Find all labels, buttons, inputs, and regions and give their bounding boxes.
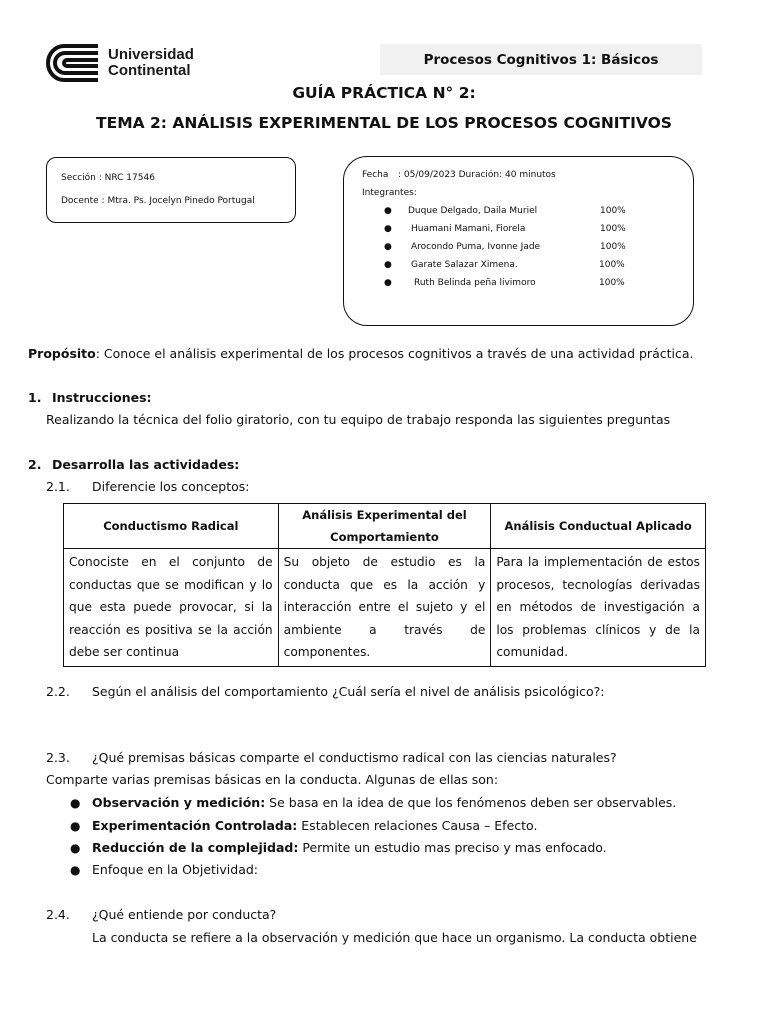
member-pct: 100% — [599, 260, 625, 270]
premise-text: Establecen relaciones Causa – Efecto. — [297, 818, 538, 833]
purpose-text: : Conoce el análisis experimental de los procesos cognitivos a través de una actividad práctica. — [95, 346, 694, 361]
table-header-row — [64, 504, 706, 549]
logo-line-1: Universidad — [108, 46, 194, 63]
section-info-box — [46, 157, 296, 223]
premise-text: Permite un estudio mas preciso y mas enfocado. — [298, 840, 607, 855]
premise-item — [70, 840, 750, 856]
premise-title: Observación y medición: — [92, 795, 266, 810]
question-2-2: Según el análisis del comportamiento ¿Cuál sería el nivel de análisis psicológico?: — [92, 684, 605, 699]
member-name: Ruth Belinda peña livimoro — [414, 278, 536, 288]
bullet-icon: ● — [384, 224, 392, 234]
purpose-label: Propósito — [28, 346, 96, 361]
logo-line-2: Continental — [108, 62, 191, 79]
member-pct: 100% — [600, 206, 626, 216]
bullet-icon: ● — [384, 206, 392, 216]
section-1-heading: Instrucciones: — [52, 390, 152, 405]
bullet-icon: ● — [384, 278, 392, 288]
table-header: Análisis Conductual Aplicado — [491, 504, 706, 549]
question-2-2-number: 2.2. — [46, 684, 70, 699]
member-name: Duque Delgado, Daila Muriel — [408, 206, 538, 216]
university-logo — [46, 42, 196, 84]
topic-title: TEMA 2: ANÁLISIS EXPERIMENTAL DE LOS PROCESOS COGNITIVOS — [96, 114, 672, 132]
bullet-icon: ● — [70, 841, 81, 855]
members-label: Integrantes: — [362, 188, 417, 198]
premise-item — [70, 862, 750, 878]
section-1-number: 1. — [28, 390, 42, 405]
table-cell: Conociste en el conjunto de conductas que se modifican y lo que esta puede provocar, si la reacción es positiva se la acción debe ser continua — [64, 549, 279, 667]
premise-text: Enfoque en la Objetividad: — [92, 862, 259, 877]
question-2-3-intro: Comparte varias premisas básicas en la conducta. Algunas de ellas son: — [46, 772, 499, 787]
question-2-4-number: 2.4. — [46, 907, 70, 922]
member-pct: 100% — [599, 278, 625, 288]
section-1-text: Realizando la técnica del folio giratorio, con tu equipo de trabajo responda las siguientes preguntas — [46, 412, 671, 427]
bullet-icon: ● — [70, 863, 81, 877]
question-2-1: Diferencie los conceptos: — [92, 479, 250, 494]
table-row — [64, 549, 706, 667]
university-logo-icon — [46, 42, 102, 84]
question-2-3: ¿Qué premisas básicas comparte el conductismo radical con las ciencias naturales? — [92, 750, 617, 765]
member-name: Garate Salazar Ximena. — [411, 260, 518, 270]
date-label: Fecha — [362, 170, 389, 180]
question-2-4: ¿Qué entiende por conducta? — [92, 907, 277, 922]
section-2-heading: Desarrolla las actividades: — [52, 457, 240, 472]
table-cell: Su objeto de estudio es la conducta que es la acción y interacción entre el sujeto y el ambiente a través de componentes. — [278, 549, 491, 667]
member-pct: 100% — [600, 242, 626, 252]
guide-title: GUÍA PRÁCTICA N° 2: — [292, 84, 476, 102]
question-2-1-number: 2.1. — [46, 479, 70, 494]
premise-item — [70, 818, 750, 834]
bullet-icon: ● — [70, 796, 81, 810]
table-header: Análisis Experimental del Comportamiento — [278, 504, 491, 549]
question-2-4-answer: La conducta se refiere a la observación y medición que hace un organismo. La conducta obtiene — [92, 930, 697, 945]
member-name: Arocondo Puma, Ivonne Jade — [411, 242, 541, 252]
premise-item — [70, 795, 750, 811]
bullet-icon: ● — [384, 242, 392, 252]
bullet-icon: ● — [70, 819, 81, 833]
section-2-number: 2. — [28, 457, 42, 472]
purpose-paragraph — [28, 346, 748, 362]
premise-title: Reducción de la complejidad: — [92, 840, 299, 855]
teacher-name: Docente : Mtra. Ps. Jocelyn Pinedo Portugal — [61, 196, 255, 206]
member-name: Huamani Mamani, Fiorela — [411, 224, 526, 234]
premise-text: Se basa en la idea de que los fenómenos deben ser observables. — [265, 795, 677, 810]
concepts-table — [63, 503, 706, 667]
team-info-box — [343, 156, 694, 326]
premise-title: Experimentación Controlada: — [92, 818, 298, 833]
question-2-3-number: 2.3. — [46, 750, 70, 765]
course-title: Procesos Cognitivos 1: Básicos — [423, 51, 659, 68]
bullet-icon: ● — [384, 260, 392, 270]
date-value: : 05/09/2023 Duración: 40 minutos — [398, 170, 556, 180]
course-title-box — [380, 44, 702, 75]
member-pct: 100% — [600, 224, 626, 234]
table-header: Conductismo Radical — [64, 504, 279, 549]
table-cell: Para la implementación de estos procesos, tecnologías derivadas en métodos de investigación a los problemas clínicos y de la comunidad. — [491, 549, 706, 667]
section-code: Sección : NRC 17546 — [61, 173, 155, 183]
